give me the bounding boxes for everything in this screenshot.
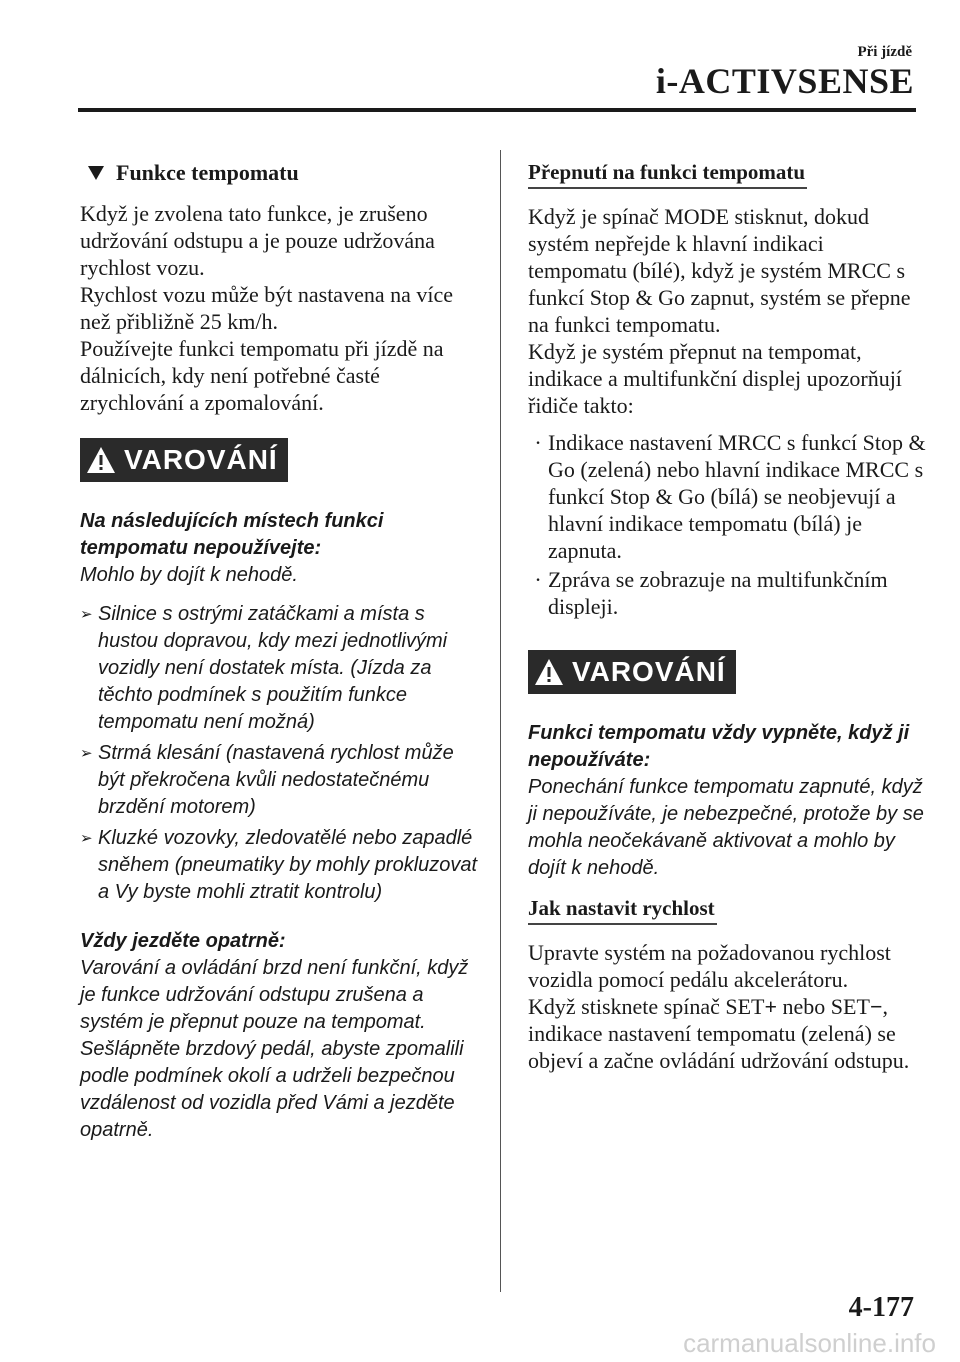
speed-paragraph-1: Upravte systém na požadovanou rychlost vozidla pomocí pedálu akcelerátoru.: [528, 940, 891, 992]
page-number: 4-177: [848, 1292, 914, 1323]
watermark: carmanualsonline.info: [683, 1328, 936, 1358]
switch-heading: Přepnutí na funkci tempomatu: [528, 160, 807, 189]
warning-1-text: Mohlo by dojít k nehodě.: [80, 564, 298, 586]
warning-1-title: Na následujících místech funkci tempomatu nepoužívejte:: [80, 510, 384, 559]
warning-3-text: Ponechání funkce tempomatu zapnuté, když ji nepoužíváte, je nebezpečné, protože by se mohla neočekávaně aktivovat a mohlo by dojít k nehodě.: [528, 776, 924, 879]
warning-badge: [80, 438, 288, 482]
header-rule: [78, 108, 916, 112]
switch-paragraph-2: Když je systém přepnut na tempomat, indikace a multifunkční displej upozorňují řidiče takto:: [528, 339, 902, 418]
arrow-right-icon: ➢: [80, 829, 93, 847]
section-heading: [80, 160, 480, 186]
bullet-dot-icon: ·: [534, 567, 542, 592]
minus-symbol: −: [869, 994, 883, 1019]
arrow-right-icon: ➢: [80, 605, 93, 623]
speed-paragraph-2: Když stisknete spínač SET+ nebo SET−, indikace nastavení tempomatu (zelená) se objeví a začne ovládání udržování odstupu.: [528, 994, 910, 1073]
warning-1-item: ➢ Strmá klesání (nastavená rychlost může být překročena kvůli nedostatečnému brzdění motorem): [80, 740, 480, 821]
triangle-down-icon: [88, 166, 104, 180]
intro-paragraph-2: Rychlost vozu může být nastavena na více než přibližně 25 km/h.: [80, 282, 454, 334]
arrow-right-icon: ➢: [80, 744, 93, 762]
warning-icon: [534, 658, 564, 686]
header-title: i-ACTIVSENSE: [655, 61, 914, 101]
right-column: [528, 160, 928, 1074]
switch-bullet: · Zpráva se zobrazuje na multifunkčním displeji.: [528, 566, 928, 620]
speed-heading: Jak nastavit rychlost: [528, 896, 717, 925]
warning-2-text: Varování a ovládání brzd není funkční, když je funkce udržování odstupu zrušena a systém je přepnut pouze na tempomat. Sešlápněte brzdový pedál, abyste zpomalili podle podmínek okolí a udrželi bezpečnou vzdálenost od vozidla před Vámi a jezděte opatrně.: [80, 957, 469, 1141]
warning-1-item: ➢ Silnice s ostrými zatáčkami a místa s hustou dopravou, kdy mezi jednotlivými vozidly není dostatek místa. (Jízda za těchto podmínek s použitím funkce tempomatu není možná): [80, 601, 480, 736]
switch-bullet: · Indikace nastavení MRCC s funkcí Stop & Go (zelená) nebo hlavní indikace MRCC s funkcí Stop & Go (bílá) se neobjevují a hlavní indikace tempomatu (bílá) je zapnuta.: [528, 429, 928, 564]
intro-paragraph-3: Používejte funkci tempomatu při jízdě na dálnicích, kdy není potřebné časté zrychlování a zpomalování.: [80, 336, 444, 415]
bullet-dot-icon: ·: [534, 430, 542, 455]
plus-symbol: +: [764, 994, 778, 1019]
warning-2-title: Vždy jezděte opatrně:: [80, 930, 286, 952]
warning-1-item: ➢ Kluzké vozovky, zledovatělé nebo zapadlé sněhem (pneumatiky by mohly prokluzovat a Vy byste mohli ztratit kontrolu): [80, 825, 480, 906]
warning-badge: [528, 650, 736, 694]
warning-icon: [86, 446, 116, 474]
warning-label: VAROVÁNÍ: [572, 656, 726, 687]
header-section: Při jízdě: [857, 44, 912, 60]
warning-3-title: Funkci tempomatu vždy vypněte, když ji nepoužíváte:: [528, 722, 910, 771]
intro-paragraph-1: Když je zvolena tato funkce, je zrušeno udržování odstupu a je pouze udržována rychlost vozu.: [80, 201, 435, 280]
column-divider: [500, 150, 501, 1292]
section-heading-text: Funkce tempomatu: [116, 160, 299, 185]
switch-paragraph-1: Když je spínač MODE stisknut, dokud systém nepřejde k hlavní indikaci tempomatu (bílé), když je systém MRCC s funkcí Stop & Go zapnut, systém se přepne na funkci tempomatu.: [528, 204, 911, 337]
warning-label: VAROVÁNÍ: [124, 444, 278, 475]
left-column: [80, 160, 480, 1144]
